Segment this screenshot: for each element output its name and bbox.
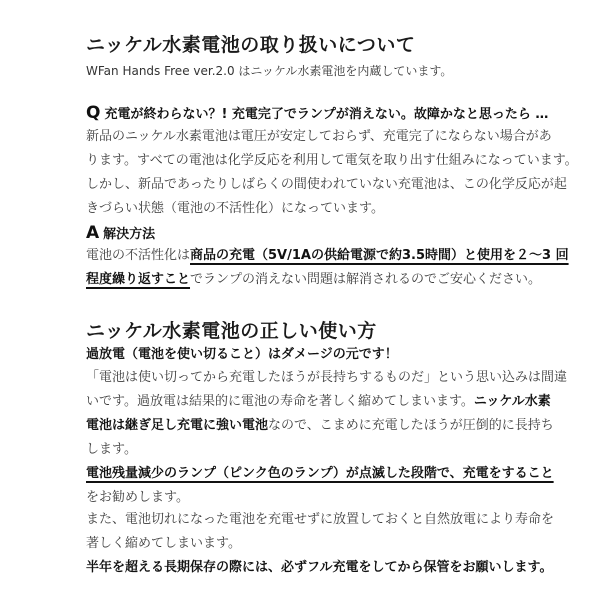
section1-subtitle: WFan Hands Free ver.2.0 はニッケル水素電池を内蔵しています。 (86, 64, 453, 78)
answer-body (86, 244, 569, 292)
question-body (86, 125, 578, 221)
body-line: します。 (86, 442, 137, 457)
section2-note (86, 508, 554, 580)
body-text: いです。過放電は結果的に電池の寿命を著しく縮めてしまいます。 (86, 394, 474, 409)
answer-emphasis: 商品の充電（5V/1Aの供給電源で約3.5時間）と使用を２～3 回 (190, 248, 569, 263)
answer-text: でランプの消えない問題は解消されるのでご安心ください。 (190, 272, 542, 287)
body-emphasis: 電池残量減少のランプ（ピンク色のランプ）が点滅した段階で、充電をすること (86, 466, 554, 481)
body-line: 新品のニッケル水素電池は電圧が安定しておらず、充電完了にならない場合があ (86, 129, 552, 144)
answer-text: 電池の不活性化は (86, 248, 191, 263)
body-emphasis: 電池は継ぎ足し充電に強い電池 (86, 418, 269, 433)
body-text: なので、こまめに充電したほうが圧倒的に長持ち (268, 418, 554, 433)
section2-title: ニッケル水素電池の正しい使い方 (86, 320, 377, 342)
section2-lead: 過放電（電池を使い切ること）はダメージの元です！ (86, 347, 398, 362)
question-text: 充電が終わらない？! 充電完了でランプが消えない。故障かなと思ったら … (104, 107, 549, 122)
body-line: 「電池は使い切ってから充電したほうが長持ちするものだ」という思い込みは間違 (86, 370, 568, 385)
answer-emphasis: 程度繰り返すこと (86, 272, 191, 287)
body-line: また、電池切れになった電池を充電せずに放置しておくと自然放電により寿命を (86, 512, 555, 527)
question-heading (86, 103, 548, 123)
body-line: きづらい状態（電池の不活性化）になっています。 (86, 201, 384, 216)
section2-body (86, 366, 567, 510)
body-line: をお勧めします。 (86, 490, 189, 505)
a-letter: A (86, 223, 100, 243)
body-line: 著しく縮めてしまいます。 (86, 536, 241, 551)
body-line: しかし、新品であったりしばらくの間使われていない充電池は、この化学反応が起 (86, 177, 567, 192)
body-emphasis: 半年を超える長期保存の際には、必ずフル充電をしてから保管をお願いします。 (86, 560, 553, 575)
answer-title: 解決方法 (103, 227, 156, 242)
body-emphasis: ニッケル水素 (473, 394, 551, 409)
section1-title: ニッケル水素電池の取り扱いについて (86, 34, 416, 56)
q-letter: Q (86, 103, 101, 123)
body-line: ります。すべての電池は化学反応を利用して電気を取り出す仕組みになっています。 (86, 153, 578, 168)
answer-heading (86, 223, 155, 243)
